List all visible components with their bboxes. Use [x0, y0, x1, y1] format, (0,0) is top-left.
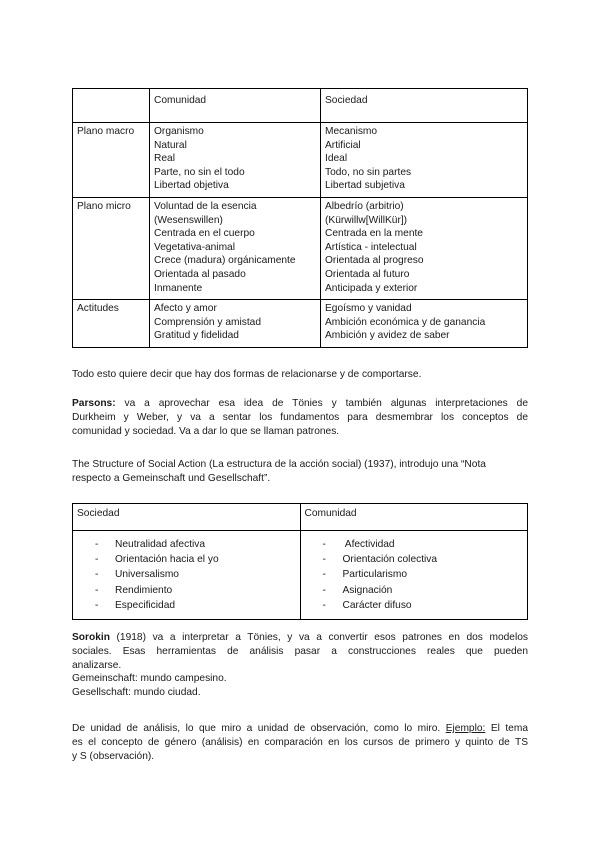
sociedad-list — [73, 531, 300, 619]
item-text: Especificidad — [115, 599, 176, 611]
table-header-row — [73, 89, 528, 123]
cell-line: Anticipada y exterior — [325, 282, 418, 294]
cell-line: Ambición y avidez de saber — [325, 330, 450, 342]
paragraph-line: Gesellschaft: mundo ciudad. — [72, 687, 201, 699]
list-item — [301, 552, 528, 567]
cell-line: Orientada al progreso — [325, 255, 424, 267]
cell-line: Albedrío (arbitrio) — [325, 200, 404, 212]
cell-line: Organismo — [154, 126, 204, 137]
sociedad-list-cell — [73, 531, 301, 620]
comunidad-sociedad-table — [72, 88, 528, 348]
list-item — [301, 567, 528, 582]
cell-line: Egoísmo y vanidad — [325, 303, 412, 315]
ejemplo-label: Ejemplo: — [445, 723, 486, 734]
cell-line: Orientada al pasado — [154, 268, 246, 280]
paragraph-line: y S (observación). — [72, 750, 155, 762]
list-item — [301, 583, 528, 598]
bullet-dash: - — [322, 584, 326, 596]
list-item — [73, 552, 300, 567]
sociedad-cell — [321, 197, 528, 299]
list-item — [73, 598, 300, 613]
bold-term: Parsons: — [72, 398, 116, 409]
comunidad-list-cell — [300, 531, 528, 620]
table-row-plano-micro — [73, 197, 528, 299]
list-item — [73, 537, 300, 552]
line-text: va a aprovechar esa idea de Tönies y también algunas interpretaciones de — [124, 398, 528, 409]
line-text: (1918) va a interpretar a Tönies, y va a convertir esos patrones en dos modelos — [116, 632, 528, 643]
table-row — [73, 531, 528, 620]
paragraph-line: The Structure of Social Action (La estructura de la acción social) (1937), introdujo una “Nota — [72, 459, 486, 470]
item-text: Orientación hacia el yo — [115, 554, 219, 566]
paragraph-line: sociales. Esas herramientas de análisis pasar a construcciones reales que pueden — [72, 645, 528, 657]
paragraph-line — [72, 631, 528, 645]
bullet-dash: - — [95, 584, 99, 596]
paragraph-structure — [72, 458, 528, 486]
paragraph-line: respecto a Gemeinschaft und Gesellschaft”. — [72, 472, 271, 484]
bullet-dash: - — [322, 569, 326, 581]
header-empty-cell — [73, 89, 150, 123]
paragraph-parsons — [72, 397, 528, 438]
paragraph-line: comunidad y sociedad. Va a dar lo que se llaman patrones. — [72, 425, 340, 437]
bold-term: Sorokin — [72, 632, 110, 643]
cell-line: Vegetativa-animal — [154, 241, 235, 253]
cell-line: Libertad objetiva — [154, 180, 229, 192]
cell-line: Voluntad de la esencia — [154, 200, 257, 212]
list-item — [73, 583, 300, 598]
table-header-row — [73, 504, 528, 531]
table-row-actitudes — [73, 300, 528, 348]
row-label: Plano macro — [73, 123, 150, 198]
bullet-dash: - — [95, 569, 99, 581]
cell-line: Orientada al futuro — [325, 268, 410, 280]
cell-line: Crece (madura) orgánicamente — [154, 255, 296, 267]
paragraph-line: Durkheim y Weber, y va a sentar los fundamentos para desmembrar los conceptos de — [72, 411, 528, 423]
paragraph-sorokin — [72, 631, 528, 700]
sociedad-cell — [321, 300, 528, 348]
cell-line: (Wesenswillen) — [154, 214, 223, 226]
cell-line: Centrada en el cuerpo — [154, 228, 255, 240]
paragraph-line: Gemeinschaft: mundo campesino. — [72, 673, 227, 685]
cell-line: Mecanismo — [325, 126, 378, 137]
paragraph-text: Todo esto quiere decir que hay dos formas de relacionarse y de comportarse. — [72, 369, 422, 380]
item-text: Particularismo — [342, 569, 408, 581]
paragraph-dos-formas — [72, 368, 528, 382]
line-text: El tema — [490, 723, 528, 734]
bullet-dash: - — [322, 599, 326, 611]
sociedad-cell — [321, 123, 528, 198]
cell-line: Ideal — [325, 153, 348, 165]
bullet-dash: - — [95, 554, 99, 566]
cell-line: Inmanente — [154, 282, 203, 294]
comunidad-cell — [150, 123, 321, 198]
item-text: Universalismo — [115, 569, 179, 581]
header-comunidad: Comunidad — [300, 504, 528, 531]
bullet-dash: - — [322, 539, 326, 550]
bullet-dash: - — [95, 599, 99, 611]
comunidad-list — [301, 531, 528, 619]
bullet-dash: - — [322, 554, 326, 566]
paragraph-line: es el concepto de género (análisis) en comparación en los cursos de primero y quinto de TS — [72, 736, 528, 748]
item-text: Afectividad — [342, 539, 395, 550]
cell-line: Natural — [154, 139, 187, 151]
cell-line: Ambición económica y de ganancia — [325, 316, 486, 328]
paragraph-line — [72, 397, 528, 411]
header-sociedad: Sociedad — [73, 504, 301, 531]
list-item — [301, 537, 528, 552]
comunidad-cell — [150, 197, 321, 299]
item-text: Asignación — [342, 584, 393, 596]
patrones-table — [72, 503, 528, 620]
cell-line: Artificial — [325, 139, 361, 151]
header-sociedad: Sociedad — [321, 89, 528, 123]
item-text: Orientación colectiva — [342, 554, 438, 566]
item-text: Neutralidad afectiva — [115, 539, 206, 550]
table-row-plano-macro — [73, 123, 528, 198]
cell-line: (Kürwillw[WillKür]) — [325, 214, 408, 226]
item-text: Rendimiento — [115, 584, 173, 596]
cell-line: Comprensión y amistad — [154, 316, 262, 328]
list-item — [73, 567, 300, 582]
cell-line: Libertad subjetiva — [325, 180, 405, 192]
list-item — [301, 598, 528, 613]
bullet-dash: - — [95, 539, 99, 550]
cell-line: Todo, no sin partes — [325, 166, 412, 178]
cell-line: Gratitud y fidelidad — [154, 330, 239, 342]
comunidad-cell — [150, 300, 321, 348]
row-label: Plano micro — [73, 197, 150, 299]
cell-line: Centrada en la mente — [325, 228, 423, 240]
row-label: Actitudes — [73, 300, 150, 348]
paragraph-line: analizarse. — [72, 659, 122, 671]
item-text: Carácter difuso — [342, 599, 412, 611]
paragraph-unidad — [72, 722, 528, 763]
cell-line: Real — [154, 153, 175, 165]
cell-line: Artística - intelectual — [325, 241, 417, 253]
paragraph-line — [72, 722, 528, 736]
header-comunidad: Comunidad — [150, 89, 321, 123]
cell-line: Parte, no sin el todo — [154, 166, 245, 178]
cell-line: Afecto y amor — [154, 303, 217, 315]
line-text: De unidad de análisis, lo que miro a unidad de observación, como lo miro. — [72, 723, 441, 734]
